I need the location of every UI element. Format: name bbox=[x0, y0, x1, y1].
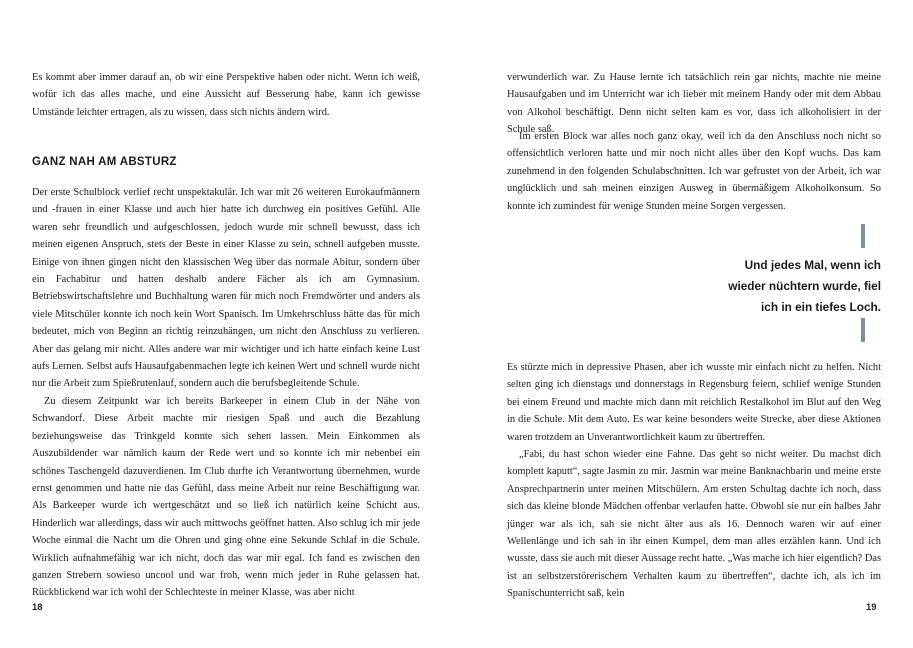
page-number-left: 18 bbox=[32, 602, 43, 613]
page-number-right: 19 bbox=[866, 602, 877, 613]
pullquote-bar-bottom bbox=[861, 318, 865, 342]
pullquote-line: Und jedes Mal, wenn ich bbox=[744, 258, 881, 272]
pullquote-bar-top bbox=[861, 224, 865, 248]
left-page bbox=[0, 0, 456, 648]
body-paragraph: Im ersten Block war alles noch ganz okay, weil ich da den Anschluss noch nicht so offensichtlich verloren hatte und mir noch nicht alles über den Kopf wuchs. Das kam zunehmend in den folgenden Schulabschnitten. Ich war gefrustet von der Arbeit, ich war unglücklich und sah meinen einzigen Ausweg in übermäßigem Alkoholkonsum. So konnte ich zumindest für wenige Stunden meine Sorgen vergessen. bbox=[507, 131, 881, 212]
body-paragraph: „Fabi, du hast schon wieder eine Fahne. Das geht so nicht weiter. Du machst dich komplett kaputt“, sagte Jasmin zu mir. Jasmin war meine Banknachbarin und meine erste Ansprechpartnerin unter meinen Mitschülern. Am ersten Schultag dachte ich noch, dass sich das kleine blonde Mädchen offenbar verlaufen hatte. Obwohl sie nur ein halbes Jahr jünger war als ich, sah sie nicht älter aus als 16. Dennoch waren wir auf einer Wellenlänge und ich sah in ihr einen Kumpel, dem man alles erzählen kann. Und ich wusste, dass sie auch mit dieser Aussage recht hatte. „Was mache ich hier eigentlich? Das ist an selbstzerstörerischem Verhalten kaum zu übertreffen“, dachte ich, als ich im Spanischunterricht saß, kein bbox=[507, 449, 881, 600]
pullquote-line: wieder nüchtern wurde, fiel bbox=[728, 279, 881, 293]
body-paragraph: Der erste Schulblock verlief recht unspektakulär. Ich war mit 26 weiteren Eurokaufmännern und -frauen in einer Klasse und auch hier hatte ich durchweg ein positives Gefühl. Alle waren sehr freundlich und aufgeschlossen, jedoch wurde mir schnell bewusst, dass ich meinen eigenen Anspruch, stets der Beste in einer Klasse zu sein, schnell aufgeben musste. Einige von ihnen gingen nicht den klassischen Weg über das normale Abitur, sondern über ein Fachabitur und hatten deshalb andere Fächer als ich am Gymnasium. Betriebswirtschaftslehre und Buchhaltung waren für mich noch Fremdwörter und anders als viele Mitschüler konnte ich noch kein Wort Spanisch. Im Umkehrschluss hätte das für mich bedeutet, mich von Beginn an richtig reinzuhängen, um nicht den Anschluss zu verlieren. Aber das gelang mir nicht. Alles andere war mir wichtiger und ich hatte einfach keine Lust aufs Lernen. Selbst aufs Hausaufgabenmachen legte ich keinen Wert und schnell wurde nicht nur die Arbeit zum Spießrutenlauf, sondern auch die berufsbegleitende Schule. bbox=[32, 187, 420, 390]
body-paragraph: Es stürzte mich in depressive Phasen, aber ich wusste mir einfach nicht zu helfen. Nicht selten ging ich dienstags und donnerstags in Regensburg feiern, schlief wenige Stunden bei einem Freund und machte mich dann mit reichlich Restalkohol im Blut auf den Weg in die Schule. Mit dem Auto. Es war keine besonders weite Strecke, aber diese Aktionen waren trotzdem an Unverantwortlichkeit kaum zu übertreffen. bbox=[507, 362, 881, 443]
body-paragraph: verwunderlich war. Zu Hause lernte ich tatsächlich rein gar nichts, machte nie meine Hausaufgaben und im Unterricht war ich lieber mit meinem Handy oder mit dem Abbau von Alkohol beschäftigt. Denn nicht selten kam es vor, dass ich alkoholisiert in der Schule saß. bbox=[507, 72, 881, 136]
section-heading: GANZ NAH AM ABSTURZ bbox=[32, 156, 177, 168]
body-paragraph: Zu diesem Zeitpunkt war ich bereits Barkeeper in einem Club in der Nähe von Schwandorf. Diese Arbeit machte mir riesigen Spaß und auch die Bezahlung beziehungsweise das Trinkgeld konnte sich sehen lassen. Mein Einkommen als Auszubildender war nämlich kaum der Rede wert und so konnte ich mir nebenbei ein schönes Taschengeld dazuverdienen. Im Club durfte ich Verantwortung übernehmen, wurde ernst genommen und hatte nie das Gefühl, dass meine Arbeit nur reine Beschäftigung war. Als Barkeeper wurde ich wertgeschätzt und so ließ ich natürlich keine Schicht aus. Hinderlich war allerdings, dass wir auch mittwochs geöffnet hatten. Also schlug ich mir jede Woche einmal die Nacht um die Ohren und ging ohne eine Sekunde Schlaf in die Schule. Wirklich aufnahmefähig war ich nicht, doch das war mir egal. Ich fand es zwischen den ganzen Strebern sowieso uncool und war froh, wenn mich jeder in Ruhe gelassen hat. Rückblickend war ich wohl der Schlechteste in meiner Klasse, was aber nicht bbox=[32, 396, 420, 599]
pullquote-line: ich in ein tiefes Loch. bbox=[761, 300, 881, 314]
intro-paragraph: Es kommt aber immer darauf an, ob wir eine Perspektive haben oder nicht. Wenn ich weiß, wofür ich das alles mache, und eine Aussicht auf Besserung habe, kann ich gewisse Umstände leichter ertragen, als zu wissen, dass sich nichts ändern wird. bbox=[32, 72, 420, 118]
